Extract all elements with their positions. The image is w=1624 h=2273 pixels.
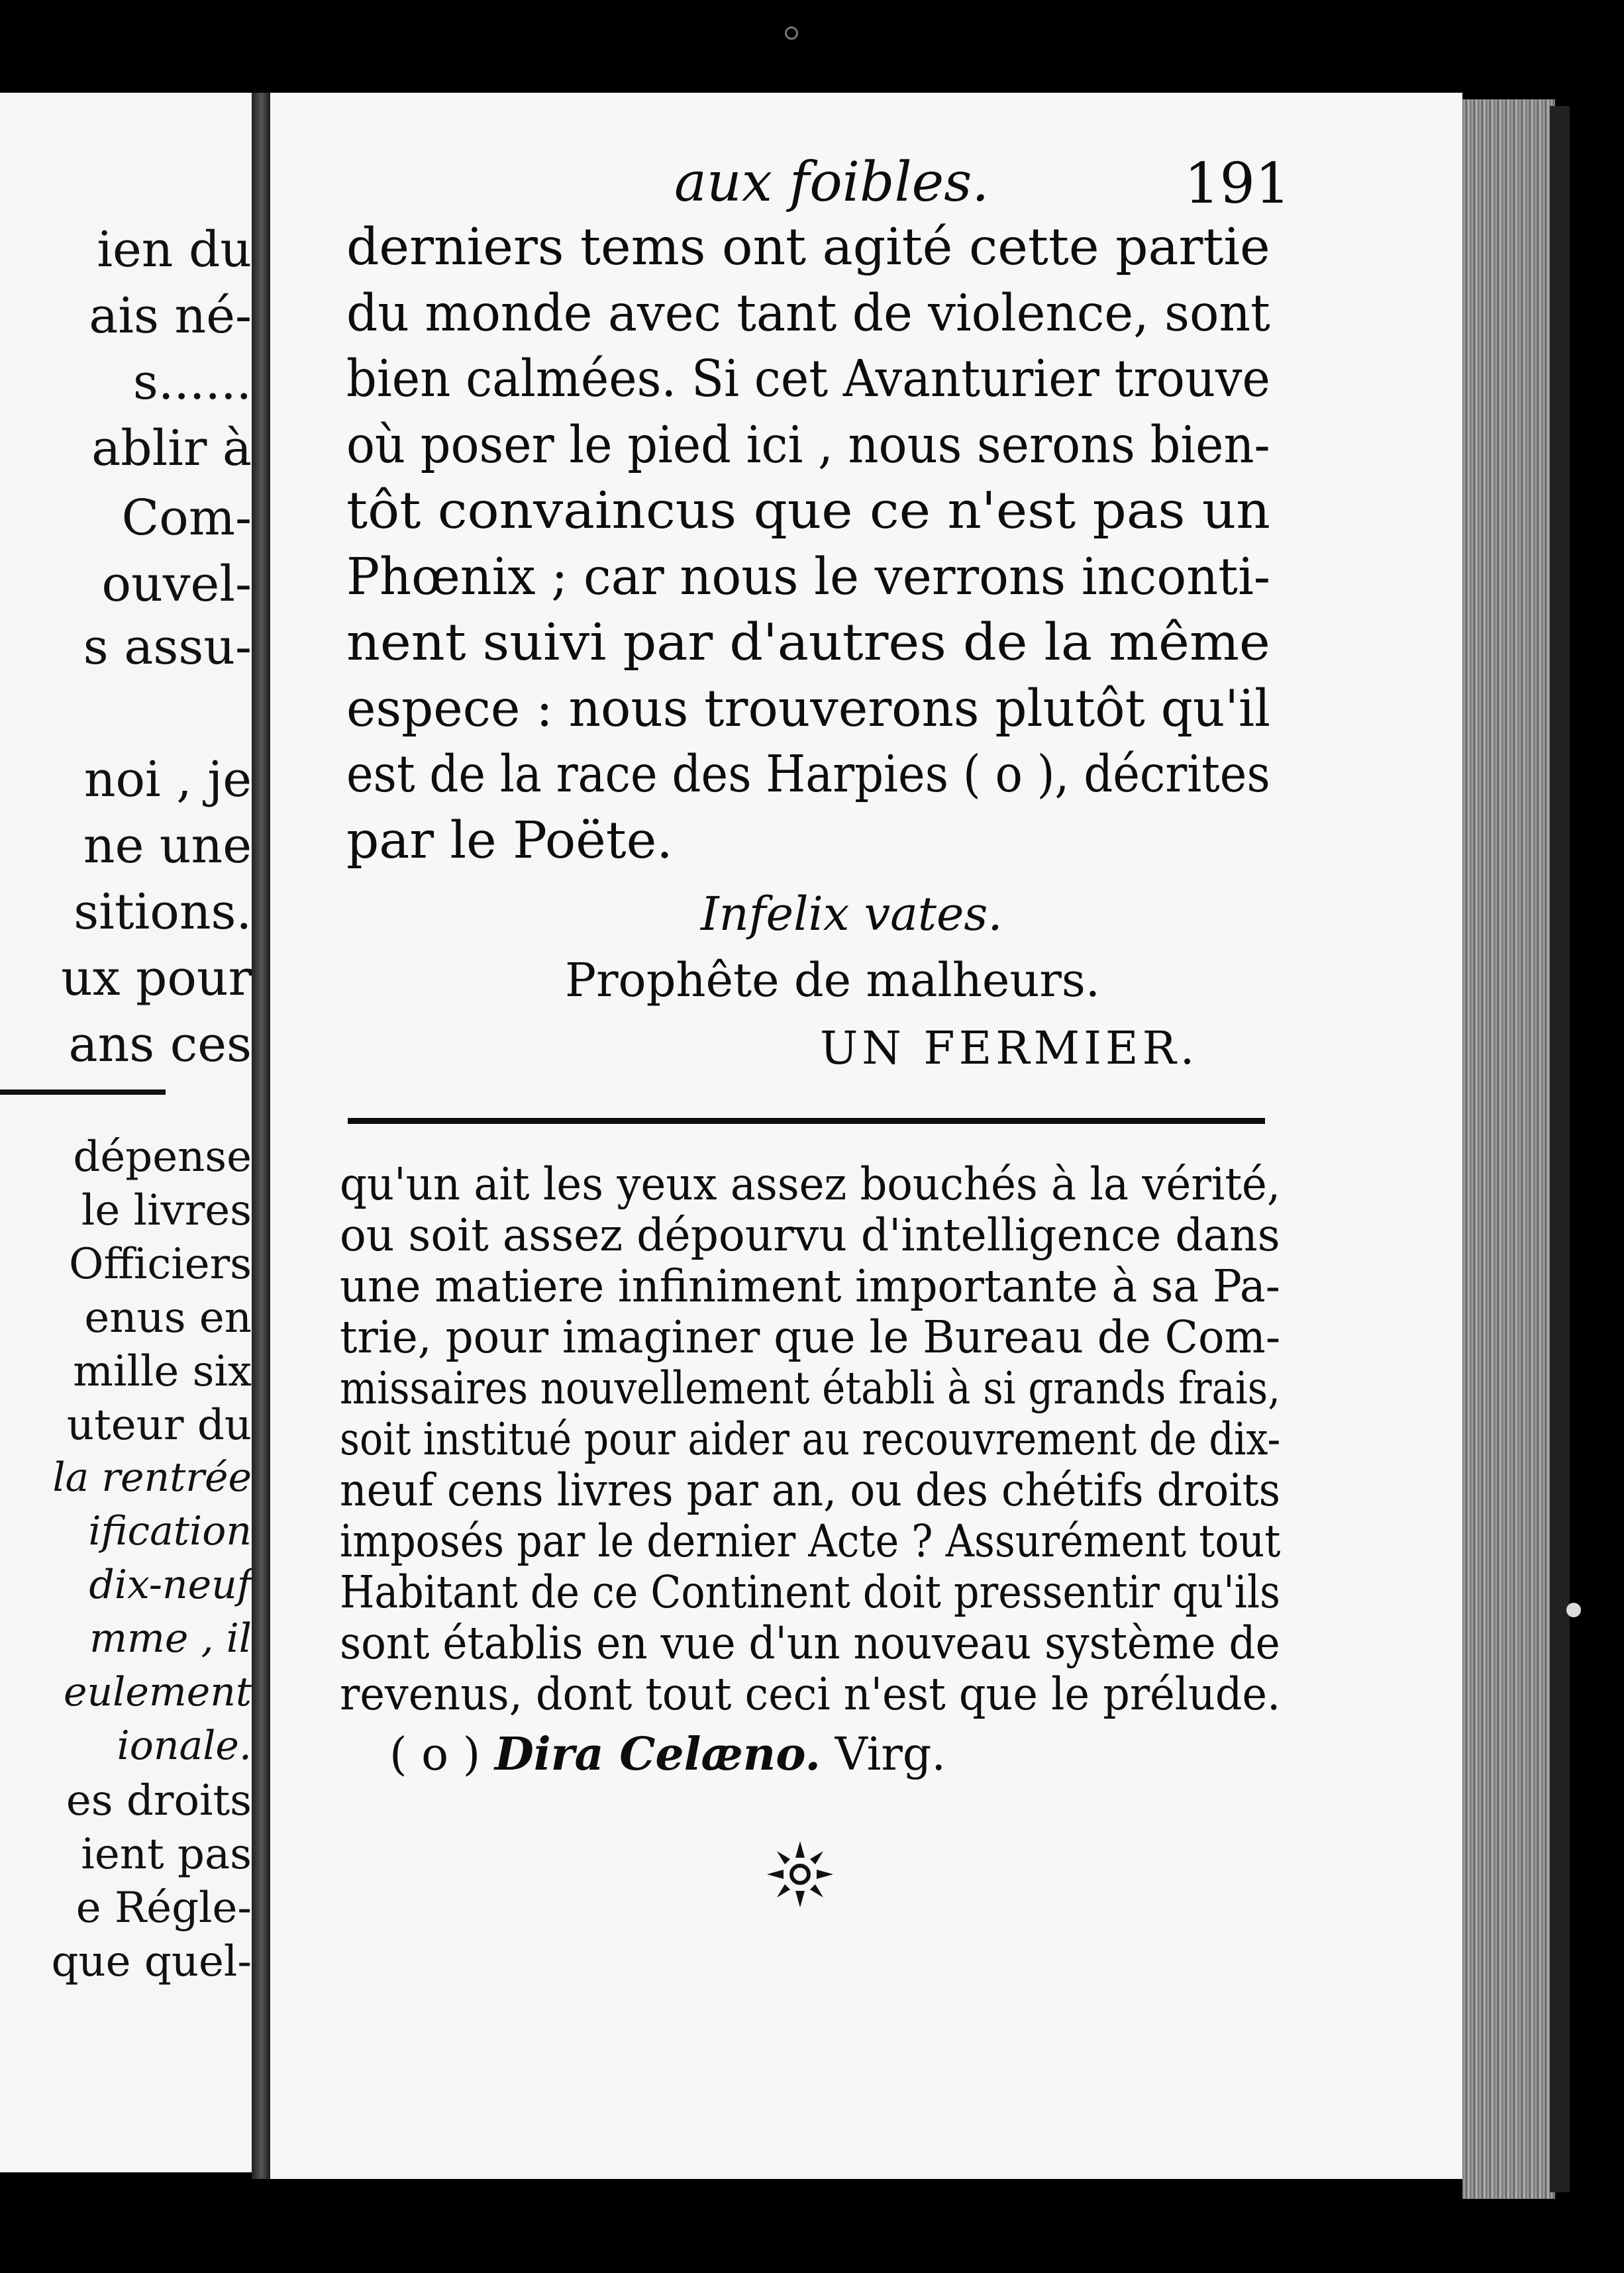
footnote-text-line: revenus, dont tout ceci n'est que le prélude. <box>340 1668 1281 1720</box>
left-page <box>0 93 252 2172</box>
footnote-text-line: qu'un ait les yeux assez bouchés à la vérité, <box>340 1158 1281 1210</box>
footnote-text-line: sont établis en vue d'un nouveau système de <box>340 1617 1280 1669</box>
left-text-line: ien du <box>97 221 252 278</box>
left-text-line: noi , je <box>83 751 252 808</box>
left-text-line: ne une <box>83 817 252 874</box>
left-text-line: ans ces <box>68 1016 252 1073</box>
signature: UN FERMIER. <box>820 1023 1199 1075</box>
left-footnote-line: e Régle- <box>76 1884 252 1933</box>
body-text-line: est de la race des Harpies ( o ), décrites <box>346 745 1270 804</box>
page-number: 191 <box>1184 151 1291 216</box>
body-text-line: tôt convaincus que ce n'est pas un <box>346 481 1270 540</box>
left-text-line: ouvel- <box>101 556 252 613</box>
footnote-text-line: Habitant de ce Continent doit pressentir qu'ils <box>340 1566 1280 1618</box>
left-text-line: sitions. <box>74 884 252 940</box>
footnote-text-line: trie, pour imaginer que le Bureau de Com- <box>340 1311 1281 1363</box>
left-text-line: ablir à <box>91 420 252 477</box>
footnote-rule <box>348 1118 1265 1124</box>
footnote-text-line: soit institué pour aider au recouvrement de dix- <box>340 1413 1281 1465</box>
footnote-text-line: une matiere infiniment importante à sa Pa- <box>340 1260 1280 1312</box>
left-footnote-line: ionale. <box>117 1723 252 1769</box>
footnote-mark: ( o ) <box>389 1729 481 1781</box>
footnote-o <box>389 1728 946 1781</box>
left-text-line: Com- <box>121 489 252 546</box>
body-text-line: du monde avec tant de violence, sont <box>346 283 1270 343</box>
body-text-line: par le Poëte. <box>346 811 673 870</box>
body-text-line: Phœnix ; car nous le verrons inconti- <box>346 547 1271 607</box>
left-text-line: s...... <box>132 354 252 411</box>
left-footnote-line: la rentrée <box>52 1454 252 1501</box>
left-footnote-line: Officiers <box>68 1240 252 1289</box>
left-footnote-line: eulement <box>63 1669 252 1715</box>
verse-french: Prophête de malheurs. <box>565 953 1101 1007</box>
footnote-text-line: ou soit assez dépourvu d'intelligence dans <box>340 1209 1280 1261</box>
footnote-source: Virg. <box>835 1729 946 1781</box>
left-footnote-line: ient pas <box>81 1830 252 1879</box>
body-text-line: où poser le pied ici , nous serons bien- <box>346 415 1270 475</box>
left-footnote-line: enus en <box>84 1293 252 1342</box>
body-text-line: nent suivi par d'autres de la même <box>346 613 1270 672</box>
footnote-text-line: missaires nouvellement établi à si grands frais, <box>340 1362 1281 1414</box>
book-edge-shadow <box>1550 106 1570 2192</box>
left-footnote-line: dix-neuf <box>89 1562 252 1608</box>
page-edges <box>1462 99 1555 2199</box>
body-text-line: bien calmées. Si cet Avanturier trouve <box>346 350 1270 409</box>
left-text-line: ais né- <box>89 287 252 344</box>
scan-speck <box>1566 1603 1581 1617</box>
left-footnote-line: mme , il <box>89 1615 252 1662</box>
body-text-line: derniers tems ont agité cette partie <box>346 218 1270 277</box>
body-text-line: espece : nous trouverons plutôt qu'il <box>346 679 1271 738</box>
left-page-rule <box>0 1089 166 1095</box>
running-head: aux foibles. <box>674 151 990 214</box>
book-gutter <box>252 93 272 2179</box>
left-text-line: ux pour <box>61 950 252 1007</box>
left-footnote-line: ification <box>88 1508 252 1554</box>
top-registration-mark <box>785 26 798 40</box>
left-footnote-line: uteur du <box>66 1401 252 1450</box>
left-footnote-line: que quel- <box>51 1937 252 1986</box>
verse-latin: Infelix vates. <box>701 887 1003 941</box>
footnote-text-line: neuf cens livres par an, ou des chétifs droits <box>340 1464 1281 1516</box>
footnote-text-line: imposés par le dernier Acte ? Assurément tout <box>340 1515 1281 1567</box>
left-text-line: s assu- <box>83 619 252 676</box>
left-footnote-line: dépense <box>73 1133 252 1182</box>
right-page <box>270 93 1462 2179</box>
footnote-italic: Dira Celæno. <box>494 1728 821 1781</box>
left-footnote-line: le livres <box>81 1186 252 1235</box>
left-footnote-line: es droits <box>66 1776 252 1825</box>
printer-fleuron-icon <box>764 1838 837 1911</box>
left-footnote-line: mille six <box>73 1347 252 1396</box>
